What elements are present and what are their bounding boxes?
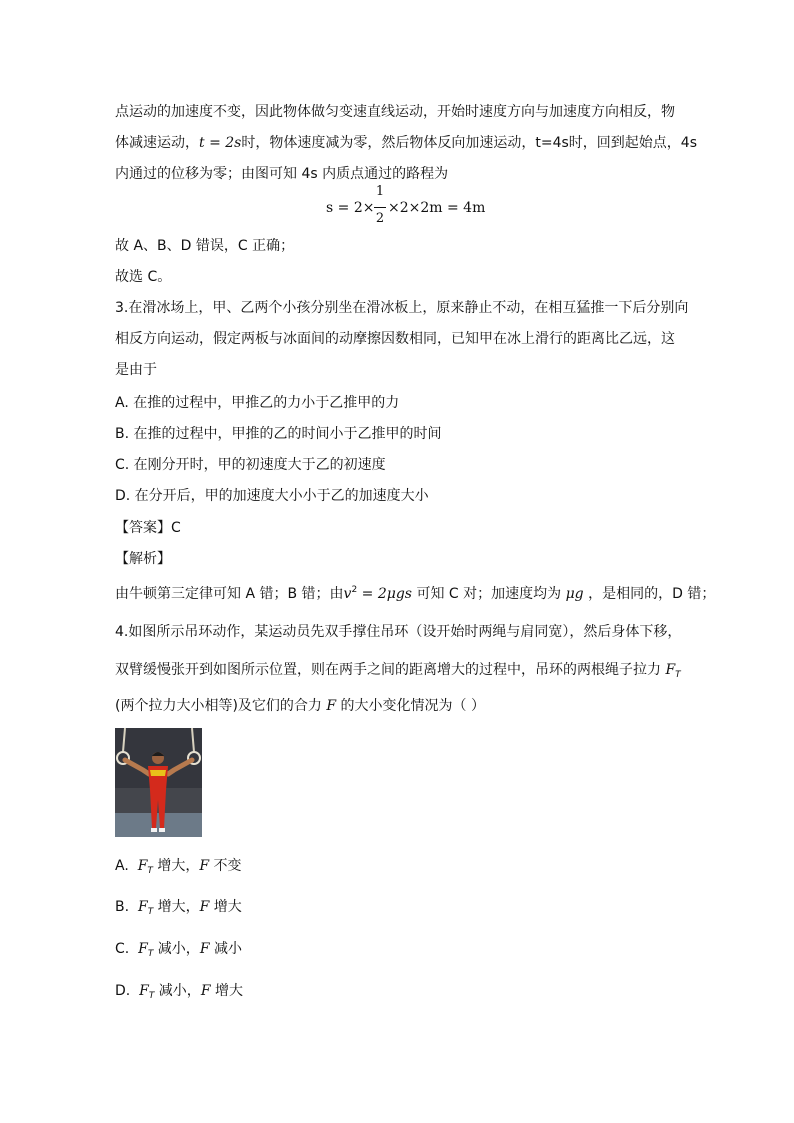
question-4-stem: (两个拉力大小相等)及它们的合力 F 的大小变化情况为（ ）	[115, 698, 485, 714]
option-d: D. 在分开后，甲的加速度大小小于乙的加速度大小	[115, 488, 429, 504]
gymnast-rings-photo	[115, 728, 202, 837]
question-4-stem: 4.如图所示吊环动作，某运动员先双手撑住吊环（设开始时两绳与肩同宽），然后身体下移，	[115, 624, 682, 640]
answer-line: 【答案】C	[115, 520, 181, 536]
option-d: D. $F_T$ 减小，F 增大	[115, 983, 243, 1001]
text-line: 点运动的加速度不变，因此物体做匀变速直线运动，开始时速度方向与加速度方向相反，物	[115, 104, 675, 120]
analysis-text: 由牛顿第三定律可知 A 错；B 错；由$v^2 = 2\mu gs$ 可知 C 对；加速度均为 μg ，是相同的，D 错；	[115, 585, 716, 602]
text-line: 体减速运动，t = 2s时，物体速度减为零，然后物体反向加速运动，t=4s时，回到起始点，4s	[115, 135, 697, 151]
option-a: A. 在推的过程中，甲推乙的力小于乙推甲的力	[115, 395, 400, 411]
text-line: 内通过的位移为零；由图可知 4s 内质点通过的路程为	[115, 166, 449, 182]
question-4-stem: 双臂缓慢张开到如图所示位置，则在两手之间的距离增大的过程中，吊环的两根绳子拉力 $F_T$	[115, 662, 681, 680]
option-b: B. 在推的过程中，甲推的乙的时间小于乙推甲的时间	[115, 426, 442, 442]
path-formula: s = 2× 1 2 ×2×2m = 4m	[326, 184, 486, 226]
option-c: C. $F_T$ 减小，F 减小	[115, 941, 242, 959]
option-b: B. $F_T$ 增大，F 增大	[115, 899, 242, 917]
question-3-stem: 3.在滑冰场上，甲、乙两个小孩分别坐在滑冰板上，原来静止不动，在相互猛推一下后分别向	[115, 300, 689, 316]
gymnast-illustration	[115, 728, 202, 837]
question-3-stem: 相反方向运动，假定两板与冰面间的动摩擦因数相同，已知甲在冰上滑行的距离比乙远，这	[115, 331, 675, 347]
question-3-stem: 是由于	[115, 362, 157, 378]
analysis-label: 【解析】	[115, 551, 171, 567]
text-line: 故 A、B、D 错误，C 正确；	[115, 238, 295, 254]
option-c: C. 在刚分开时，甲的初速度大于乙的初速度	[115, 457, 386, 473]
option-a: A. $F_T$ 增大，F 不变	[115, 858, 242, 876]
text-line: 故选 C。	[115, 269, 172, 285]
